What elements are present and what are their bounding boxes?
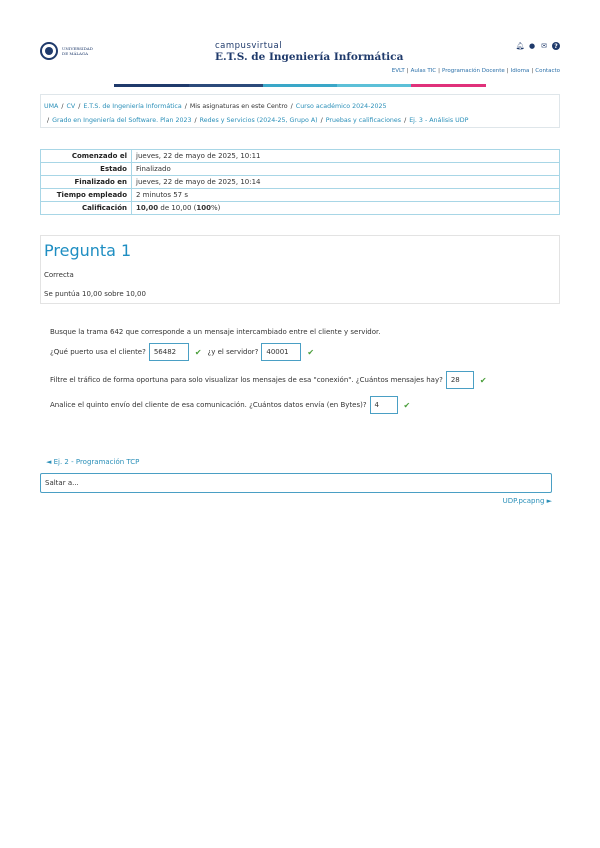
uma-logo[interactable] bbox=[40, 40, 100, 62]
bell-icon[interactable]: 🔔︎ bbox=[515, 42, 525, 50]
server-port-question: ¿y el servidor? bbox=[207, 348, 259, 356]
time-label: Tiempo empleado bbox=[41, 189, 132, 202]
breadcrumb-asignatura[interactable]: Redes y Servicios (2024-25, Grupo A) bbox=[199, 117, 318, 124]
header-icons bbox=[516, 42, 560, 50]
check-icon: ✔ bbox=[479, 375, 487, 385]
logo-text-line2: DE MÁLAGA bbox=[62, 51, 89, 56]
started-label: Comenzado el bbox=[41, 150, 132, 163]
attempt-summary-table bbox=[40, 149, 560, 215]
chat-icon[interactable]: ● bbox=[528, 42, 536, 50]
question-state: Correcta bbox=[44, 271, 74, 279]
started-value: jueves, 22 de mayo de 2025, 10:11 bbox=[132, 150, 560, 163]
breadcrumb-mis-asignaturas: Mis asignaturas en este Centro bbox=[189, 103, 288, 110]
question-info-panel bbox=[40, 235, 560, 304]
logo-text-line1: UNIVERSIDAD bbox=[62, 46, 93, 51]
site-brand[interactable] bbox=[215, 41, 403, 63]
messages-question: Filtre el tráfico de forma oportuna para solo visualizar los mensajes de esa "conexión". ¿Cuántos mensajes hay? bbox=[50, 376, 443, 384]
bytes-question: Analice el quinto envío del cliente de esa comunicación. ¿Cuántos datos envía (en Bytes)? bbox=[50, 401, 367, 409]
brand-main: E.T.S. de Ingeniería Informática bbox=[215, 51, 404, 63]
check-icon: ✔ bbox=[403, 400, 411, 410]
question-intro bbox=[50, 328, 380, 336]
question-intro-text: Busque la trama 642 que corresponde a un mensaje intercambiado entre el cliente y servidor. bbox=[50, 328, 381, 336]
breadcrumb-grado[interactable]: Grado en Ingeniería del Software. Plan 2023 bbox=[52, 117, 192, 124]
grade-percent: 100 bbox=[196, 204, 211, 212]
top-links: EVLT | Aulas TIC | Programación Docente | Idioma | Contacto bbox=[391, 68, 560, 74]
color-bar-segment bbox=[189, 84, 263, 87]
breadcrumb-uma[interactable]: UMA bbox=[44, 103, 59, 110]
help-icon[interactable]: ? bbox=[552, 42, 560, 50]
color-bar-segment bbox=[40, 84, 114, 87]
color-bar-segment bbox=[411, 84, 485, 87]
link-contacto[interactable]: Contacto bbox=[535, 68, 560, 74]
uma-seal-icon bbox=[40, 42, 58, 60]
mail-icon[interactable]: ✉︎ bbox=[541, 42, 547, 50]
jump-to-select[interactable]: Saltar a... bbox=[40, 473, 552, 493]
link-aulas-tic[interactable]: Aulas TIC bbox=[410, 68, 437, 74]
color-bar-segment bbox=[263, 84, 337, 87]
finished-label: Finalizado en bbox=[41, 176, 132, 189]
table-row bbox=[41, 150, 560, 163]
link-evlt[interactable]: EVLT bbox=[391, 68, 405, 74]
color-bar-segment bbox=[486, 84, 560, 87]
state-value: Finalizado bbox=[132, 163, 560, 176]
breadcrumb-row: UMA / CV / E.T.S. de Ingeniería Informática / Mis asignaturas en este Centro / Curso académico 2024-2025 bbox=[44, 103, 387, 110]
check-icon: ✔ bbox=[307, 347, 315, 357]
table-row bbox=[41, 189, 560, 202]
table-row bbox=[41, 202, 560, 215]
check-icon: ✔ bbox=[194, 347, 202, 357]
server-port-answer[interactable]: 40001 bbox=[261, 343, 301, 361]
grade-mid: de 10,00 ( bbox=[158, 204, 197, 212]
table-row bbox=[41, 176, 560, 189]
link-programacion-docente[interactable]: Programación Docente bbox=[442, 68, 505, 74]
grade-score: 10,00 bbox=[136, 204, 159, 212]
breadcrumb bbox=[40, 94, 560, 128]
color-bar-segment bbox=[114, 84, 188, 87]
breadcrumb-ejercicio[interactable]: Ej. 3 - Análisis UDP bbox=[409, 117, 469, 124]
previous-activity-link[interactable]: ◄ Ej. 2 - Programación TCP bbox=[46, 458, 140, 466]
question-grade: Se puntúa 10,00 sobre 10,00 bbox=[44, 290, 146, 298]
grade-label: Calificación bbox=[41, 202, 132, 215]
question-bytes-line bbox=[50, 396, 410, 414]
question-ports-line bbox=[50, 343, 314, 361]
brand-top: campusvirtual bbox=[215, 41, 283, 51]
grade-end: %) bbox=[210, 204, 221, 212]
table-row bbox=[41, 163, 560, 176]
state-label: Estado bbox=[41, 163, 132, 176]
finished-value: jueves, 22 de mayo de 2025, 10:14 bbox=[132, 176, 560, 189]
bytes-answer[interactable]: 4 bbox=[370, 396, 398, 414]
color-bar-segment bbox=[337, 84, 411, 87]
time-value: 2 minutos 57 s bbox=[132, 189, 560, 202]
link-idioma[interactable]: Idioma bbox=[510, 68, 530, 74]
question-messages-line bbox=[50, 371, 487, 389]
question-title: Pregunta 1 bbox=[44, 241, 132, 260]
breadcrumb-pruebas[interactable]: Pruebas y calificaciones bbox=[325, 117, 402, 124]
breadcrumb-row: / Grado en Ingeniería del Software. Plan 2023 / Redes y Servicios (2024-25, Grupo A) / Pruebas y calificaciones / Ej. 3 - Análisis UDP bbox=[47, 117, 469, 124]
client-port-question: ¿Qué puerto usa el cliente? bbox=[50, 348, 146, 356]
breadcrumb-cv[interactable]: CV bbox=[66, 103, 76, 110]
grade-value bbox=[132, 202, 560, 215]
next-activity-link[interactable]: UDP.pcapng ► bbox=[502, 497, 552, 505]
breadcrumb-curso[interactable]: Curso académico 2024-2025 bbox=[295, 103, 387, 110]
client-port-answer[interactable]: 56482 bbox=[149, 343, 189, 361]
color-bar bbox=[40, 84, 560, 87]
breadcrumb-etsi[interactable]: E.T.S. de Ingeniería Informática bbox=[83, 103, 182, 110]
messages-answer[interactable]: 28 bbox=[446, 371, 474, 389]
